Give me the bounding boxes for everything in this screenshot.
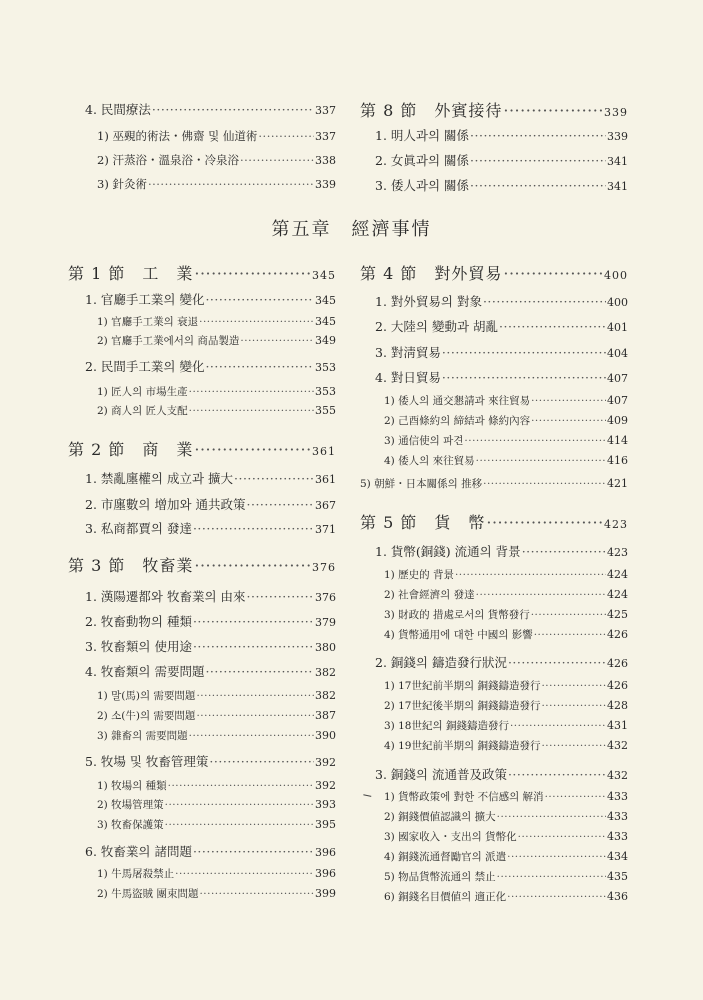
section-title: 第 3 節 牧畜業: [68, 556, 194, 575]
leader-dots: [234, 471, 314, 486]
toc-page: 349: [315, 334, 336, 347]
toc-entry[interactable]: [97, 708, 336, 723]
leader-dots: [193, 521, 314, 536]
toc-page: 432: [607, 739, 628, 752]
toc-entry[interactable]: [85, 469, 336, 487]
toc-section[interactable]: [360, 98, 628, 121]
leader-dots: [189, 405, 314, 417]
toc-title: 2) 社會經濟의 發達: [384, 589, 475, 601]
toc-page: 353: [315, 361, 336, 374]
toc-page: 345: [312, 269, 336, 282]
toc-title: 1) 官廳手工業의 衰退: [97, 316, 199, 328]
leader-dots: [531, 415, 606, 427]
toc-entry[interactable]: [97, 128, 336, 144]
toc-entry[interactable]: [384, 433, 628, 448]
leader-dots: [165, 799, 314, 811]
leader-dots: [152, 102, 314, 117]
toc-title: 1) 巫覡的術法・佛齋 및 仙道術: [97, 129, 258, 143]
toc-entry[interactable]: [97, 384, 336, 399]
toc-title: 4. 民間療法: [85, 102, 151, 117]
toc-title: 2. 大陸의 變動과 胡亂: [375, 319, 498, 334]
leader-dots: [507, 851, 606, 863]
toc-section[interactable]: [360, 510, 628, 533]
leader-dots: [240, 335, 314, 347]
leader-dots: [189, 386, 314, 398]
section-title: 第 8 節 外賓接待: [360, 101, 503, 120]
toc-page: 341: [607, 180, 628, 193]
toc-page: 339: [315, 178, 336, 191]
toc-title: 2. 銅錢의 鑄造發行狀況: [375, 655, 507, 670]
toc-title: 4. 牧畜類의 需要問題: [85, 664, 205, 679]
toc-entry[interactable]: [85, 842, 336, 860]
toc-page: 393: [315, 798, 336, 811]
toc-entry[interactable]: [384, 393, 628, 408]
toc-page: 421: [607, 477, 628, 490]
leader-dots: [483, 478, 606, 490]
section-title: 第 5 節 貨 幣: [360, 513, 486, 532]
leader-dots: [165, 819, 314, 831]
toc-title: 1) 17世紀前半期의 銅錢鑄造發行: [384, 680, 541, 692]
toc-title: 2) 己酉條約의 締結과 條約內容: [384, 415, 531, 427]
leader-dots: [205, 664, 314, 679]
toc-entry[interactable]: [85, 637, 336, 655]
toc-entry[interactable]: [97, 152, 336, 168]
stray-pen-mark: [363, 794, 372, 800]
toc-page: 404: [607, 347, 628, 360]
toc-page: 339: [607, 130, 628, 143]
toc-entry[interactable]: [375, 542, 628, 560]
toc-page: 337: [315, 104, 336, 117]
toc-title: 3) 牧畜保護策: [97, 819, 164, 831]
toc-page: 423: [607, 546, 628, 559]
leader-dots: [503, 101, 603, 120]
toc-entry[interactable]: [97, 314, 336, 329]
toc-page: 431: [607, 719, 628, 732]
leader-dots: [486, 513, 603, 532]
toc-title: 2. 市廛數의 增加와 通共政策: [85, 497, 246, 512]
leader-dots: [497, 811, 606, 823]
toc-title: 5. 牧場 및 牧畜管理策: [85, 754, 209, 769]
toc-page: 371: [315, 523, 336, 536]
toc-title: 2. 牧畜動物의 種類: [85, 614, 192, 629]
leader-dots: [499, 319, 606, 334]
leader-dots: [476, 589, 606, 601]
toc-page: 339: [604, 106, 628, 119]
toc-entry[interactable]: [384, 889, 628, 904]
toc-title: 2. 民間手工業의 變化: [85, 359, 205, 374]
toc-entry[interactable]: [85, 752, 336, 770]
toc-page: 337: [315, 130, 336, 143]
toc-page: 414: [607, 434, 628, 447]
toc-title: 3. 私商都賈의 發達: [85, 521, 192, 536]
toc-entry[interactable]: [375, 368, 628, 386]
leader-dots: [464, 435, 606, 447]
toc-title: 3. 對淸貿易: [375, 345, 441, 360]
toc-title: 1. 官廳手工業의 變化: [85, 292, 205, 307]
toc-page: 390: [315, 729, 336, 742]
leader-dots: [531, 609, 606, 621]
toc-page: 392: [315, 779, 336, 792]
toc-entry[interactable]: [375, 317, 628, 335]
toc-title: 3. 倭人과의 關係: [375, 178, 470, 193]
toc-page: 428: [607, 699, 628, 712]
toc-page: 401: [607, 321, 628, 334]
toc-page: 353: [315, 385, 336, 398]
leader-dots: [510, 720, 606, 732]
toc-page: 376: [315, 591, 336, 604]
toc-page: 409: [607, 414, 628, 427]
toc-page: 382: [315, 666, 336, 679]
leader-dots: [541, 700, 606, 712]
leader-dots: [193, 844, 314, 859]
toc-entry[interactable]: [97, 866, 336, 881]
toc-section[interactable]: [68, 553, 336, 576]
toc-title: 1) 牛馬屠殺禁止: [97, 868, 175, 880]
toc-page: 395: [315, 818, 336, 831]
toc-section[interactable]: [68, 437, 336, 460]
leader-dots: [518, 831, 606, 843]
toc-page: 435: [607, 870, 628, 883]
toc-page: 396: [315, 846, 336, 859]
toc-page: 399: [315, 887, 336, 900]
toc-title: 3) 財政的 措處로서의 貨幣發行: [384, 609, 530, 621]
toc-section[interactable]: [360, 261, 628, 284]
toc-title: 4) 銅錢流通督勵官의 派遣: [384, 851, 507, 863]
toc-page: 376: [312, 561, 336, 574]
leader-dots: [503, 264, 603, 283]
section-title: 第 4 節 對外貿易: [360, 264, 503, 283]
toc-entry[interactable]: [85, 612, 336, 630]
toc-title: 1. 明人과의 關係: [375, 128, 470, 143]
toc-page: 424: [607, 588, 628, 601]
toc-page: 355: [315, 404, 336, 417]
toc-page: 416: [607, 454, 628, 467]
toc-page: 387: [315, 709, 336, 722]
toc-title: 5) 朝鮮・日本關係의 推移: [360, 478, 483, 490]
toc-entry[interactable]: [384, 627, 628, 642]
toc-page: 345: [315, 294, 336, 307]
leader-dots: [168, 780, 314, 792]
leader-dots: [193, 614, 314, 629]
toc-entry[interactable]: [384, 738, 628, 753]
toc-entry[interactable]: [384, 718, 628, 733]
toc-page: 433: [607, 830, 628, 843]
toc-entry[interactable]: [85, 290, 336, 308]
toc-page: 392: [315, 756, 336, 769]
toc-entry[interactable]: [97, 886, 336, 901]
toc-entry[interactable]: [375, 292, 628, 310]
toc-entry[interactable]: [97, 797, 336, 812]
leader-dots: [148, 177, 314, 191]
toc-title: 1. 漢陽遷都와 牧畜業의 由來: [85, 589, 246, 604]
toc-entry[interactable]: [85, 587, 336, 605]
toc-entry[interactable]: [97, 403, 336, 418]
toc-entry[interactable]: [97, 176, 336, 192]
toc-entry[interactable]: [375, 126, 628, 144]
toc-entry[interactable]: [97, 728, 336, 743]
toc-title: 1) 倭人의 通交懇請과 來往貿易: [384, 395, 531, 407]
toc-title: 3) 雜畜의 需要問題: [97, 730, 188, 742]
toc-entry[interactable]: [97, 817, 336, 832]
leader-dots: [545, 791, 606, 803]
toc-title: 1) 牧場의 種類: [97, 780, 167, 792]
leader-dots: [541, 740, 606, 752]
toc-entry[interactable]: [384, 453, 628, 468]
toc-page: 425: [607, 608, 628, 621]
leader-dots: [508, 767, 606, 782]
toc-page: 432: [607, 769, 628, 782]
leader-dots: [522, 544, 606, 559]
toc-title: 5) 物品貨幣流通의 禁止: [384, 871, 496, 883]
leader-dots: [455, 569, 606, 581]
leader-dots: [193, 639, 314, 654]
toc-entry[interactable]: [384, 413, 628, 428]
leader-dots: [508, 655, 606, 670]
leader-dots: [209, 754, 314, 769]
leader-dots: [442, 370, 606, 385]
toc-page: 436: [607, 890, 628, 903]
toc-entry[interactable]: [384, 809, 628, 824]
toc-entry[interactable]: [384, 829, 628, 844]
toc-entry[interactable]: [97, 333, 336, 348]
toc-entry[interactable]: [97, 778, 336, 793]
toc-entry[interactable]: [85, 662, 336, 680]
toc-title: 6. 牧畜業의 諸問題: [85, 844, 192, 859]
toc-entry[interactable]: [97, 688, 336, 703]
toc-title: 2. 女眞과의 關係: [375, 153, 470, 168]
leader-dots: [247, 497, 315, 512]
toc-title: 2) 牧場管理策: [97, 799, 164, 811]
toc-page: 426: [607, 679, 628, 692]
toc-title: 2) 商人의 匠人支配: [97, 405, 188, 417]
toc-page: 361: [312, 445, 336, 458]
toc-title: 2) 銅錢價値認識의 擴大: [384, 811, 496, 823]
toc-page: 407: [607, 394, 628, 407]
leader-dots: [247, 589, 315, 604]
toc-page: 433: [607, 810, 628, 823]
toc-title: 3) 18世紀의 銅錢鑄造發行: [384, 720, 509, 732]
leader-dots: [476, 455, 606, 467]
toc-entry[interactable]: [85, 357, 336, 375]
toc-entry[interactable]: [375, 176, 628, 194]
toc-page: 407: [607, 372, 628, 385]
toc-title: 1. 貨幣(銅錢) 流通의 背景: [375, 544, 521, 559]
toc-entry[interactable]: [384, 607, 628, 622]
leader-dots: [483, 294, 606, 309]
leader-dots: [531, 395, 606, 407]
toc-title: 2) 牛馬盜賊 團束問題: [97, 888, 199, 900]
toc-page: 361: [315, 473, 336, 486]
toc-title: 4) 貨幣通用에 대한 中國의 影響: [384, 629, 533, 641]
toc-page: 426: [607, 628, 628, 641]
toc-title: 3. 銅錢의 流通普及政策: [375, 767, 507, 782]
toc-page: 424: [607, 568, 628, 581]
toc-entry[interactable]: [384, 698, 628, 713]
leader-dots: [205, 292, 314, 307]
toc-page: 433: [607, 790, 628, 803]
leader-dots: [258, 129, 314, 143]
leader-dots: [189, 730, 314, 742]
toc-title: 4) 19世紀前半期의 銅錢鑄造發行: [384, 740, 541, 752]
toc-page: 400: [604, 269, 628, 282]
toc-page: 396: [315, 867, 336, 880]
toc-page: 345: [315, 315, 336, 328]
toc-entry[interactable]: [85, 100, 336, 118]
toc-page: 341: [607, 155, 628, 168]
leader-dots: [534, 629, 606, 641]
toc-page: 338: [315, 154, 336, 167]
toc-entry[interactable]: [384, 869, 628, 884]
leader-dots: [194, 440, 311, 459]
leader-dots: [199, 316, 314, 328]
toc-title: 3) 國家收入・支出의 貨幣化: [384, 831, 517, 843]
toc-title: 2) 소(牛)의 需要問題: [97, 710, 196, 722]
leader-dots: [507, 891, 606, 903]
leader-dots: [240, 153, 314, 167]
leader-dots: [199, 888, 314, 900]
toc-page: 426: [607, 657, 628, 670]
toc-title: 1. 對外貿易의 對象: [375, 294, 482, 309]
leader-dots: [175, 868, 314, 880]
leader-dots: [194, 556, 311, 575]
toc-entry[interactable]: [85, 495, 336, 513]
toc-entry[interactable]: [375, 343, 628, 361]
toc-page: 367: [315, 499, 336, 512]
toc-page: 400: [607, 296, 628, 309]
leader-dots: [205, 359, 314, 374]
leader-dots: [470, 153, 606, 168]
section-title: 第 2 節 商 業: [68, 440, 194, 459]
toc-title: 6) 銅錢名目價値의 適正化: [384, 891, 507, 903]
toc-title: 1) 말(馬)의 需要問題: [97, 690, 196, 702]
toc-title: 2) 汗蒸浴・溫泉浴・冷泉浴: [97, 153, 239, 167]
toc-title: 1) 歷史的 背景: [384, 569, 454, 581]
toc-entry[interactable]: [384, 587, 628, 602]
leader-dots: [497, 871, 606, 883]
toc-title: 2) 17世紀後半期의 銅錢鑄造發行: [384, 700, 541, 712]
toc-title: 2) 官廳手工業에서의 商品製造: [97, 335, 240, 347]
leader-dots: [196, 710, 314, 722]
toc-title: 3. 牧畜類의 使用途: [85, 639, 192, 654]
toc-page: 434: [607, 850, 628, 863]
leader-dots: [470, 128, 606, 143]
leader-dots: [442, 345, 606, 360]
toc-entry[interactable]: [384, 567, 628, 582]
toc-title: 3) 通信使의 파견: [384, 435, 464, 447]
toc-page: 423: [604, 518, 628, 531]
toc-entry[interactable]: [384, 678, 628, 693]
toc-page: 382: [315, 689, 336, 702]
toc-entry[interactable]: [375, 653, 628, 671]
toc-title: 4) 倭人의 來往貿易: [384, 455, 475, 467]
chapter-title: 第五章 經濟事情: [271, 219, 432, 240]
leader-dots: [194, 264, 311, 283]
toc-title: 3) 針灸術: [97, 177, 147, 191]
toc-entry[interactable]: [375, 151, 628, 169]
toc-page: 380: [315, 641, 336, 654]
toc-title: 1) 匠人의 市場生產: [97, 386, 188, 398]
toc-entry[interactable]: [85, 519, 336, 537]
toc-title: 1. 禁亂廛權의 成立과 擴大: [85, 471, 233, 486]
toc-title: 1) 貨幣政策에 對한 不信感의 解消: [384, 791, 544, 803]
toc-entry[interactable]: [375, 765, 628, 783]
leader-dots: [541, 680, 606, 692]
leader-dots: [196, 690, 314, 702]
section-title: 第 1 節 工 業: [68, 264, 194, 283]
toc-section[interactable]: [68, 261, 336, 284]
toc-entry[interactable]: [384, 789, 628, 804]
toc-page: 379: [315, 616, 336, 629]
toc-title: 4. 對日貿易: [375, 370, 441, 385]
leader-dots: [470, 178, 606, 193]
toc-entry[interactable]: [384, 849, 628, 864]
toc-entry[interactable]: [360, 476, 628, 491]
